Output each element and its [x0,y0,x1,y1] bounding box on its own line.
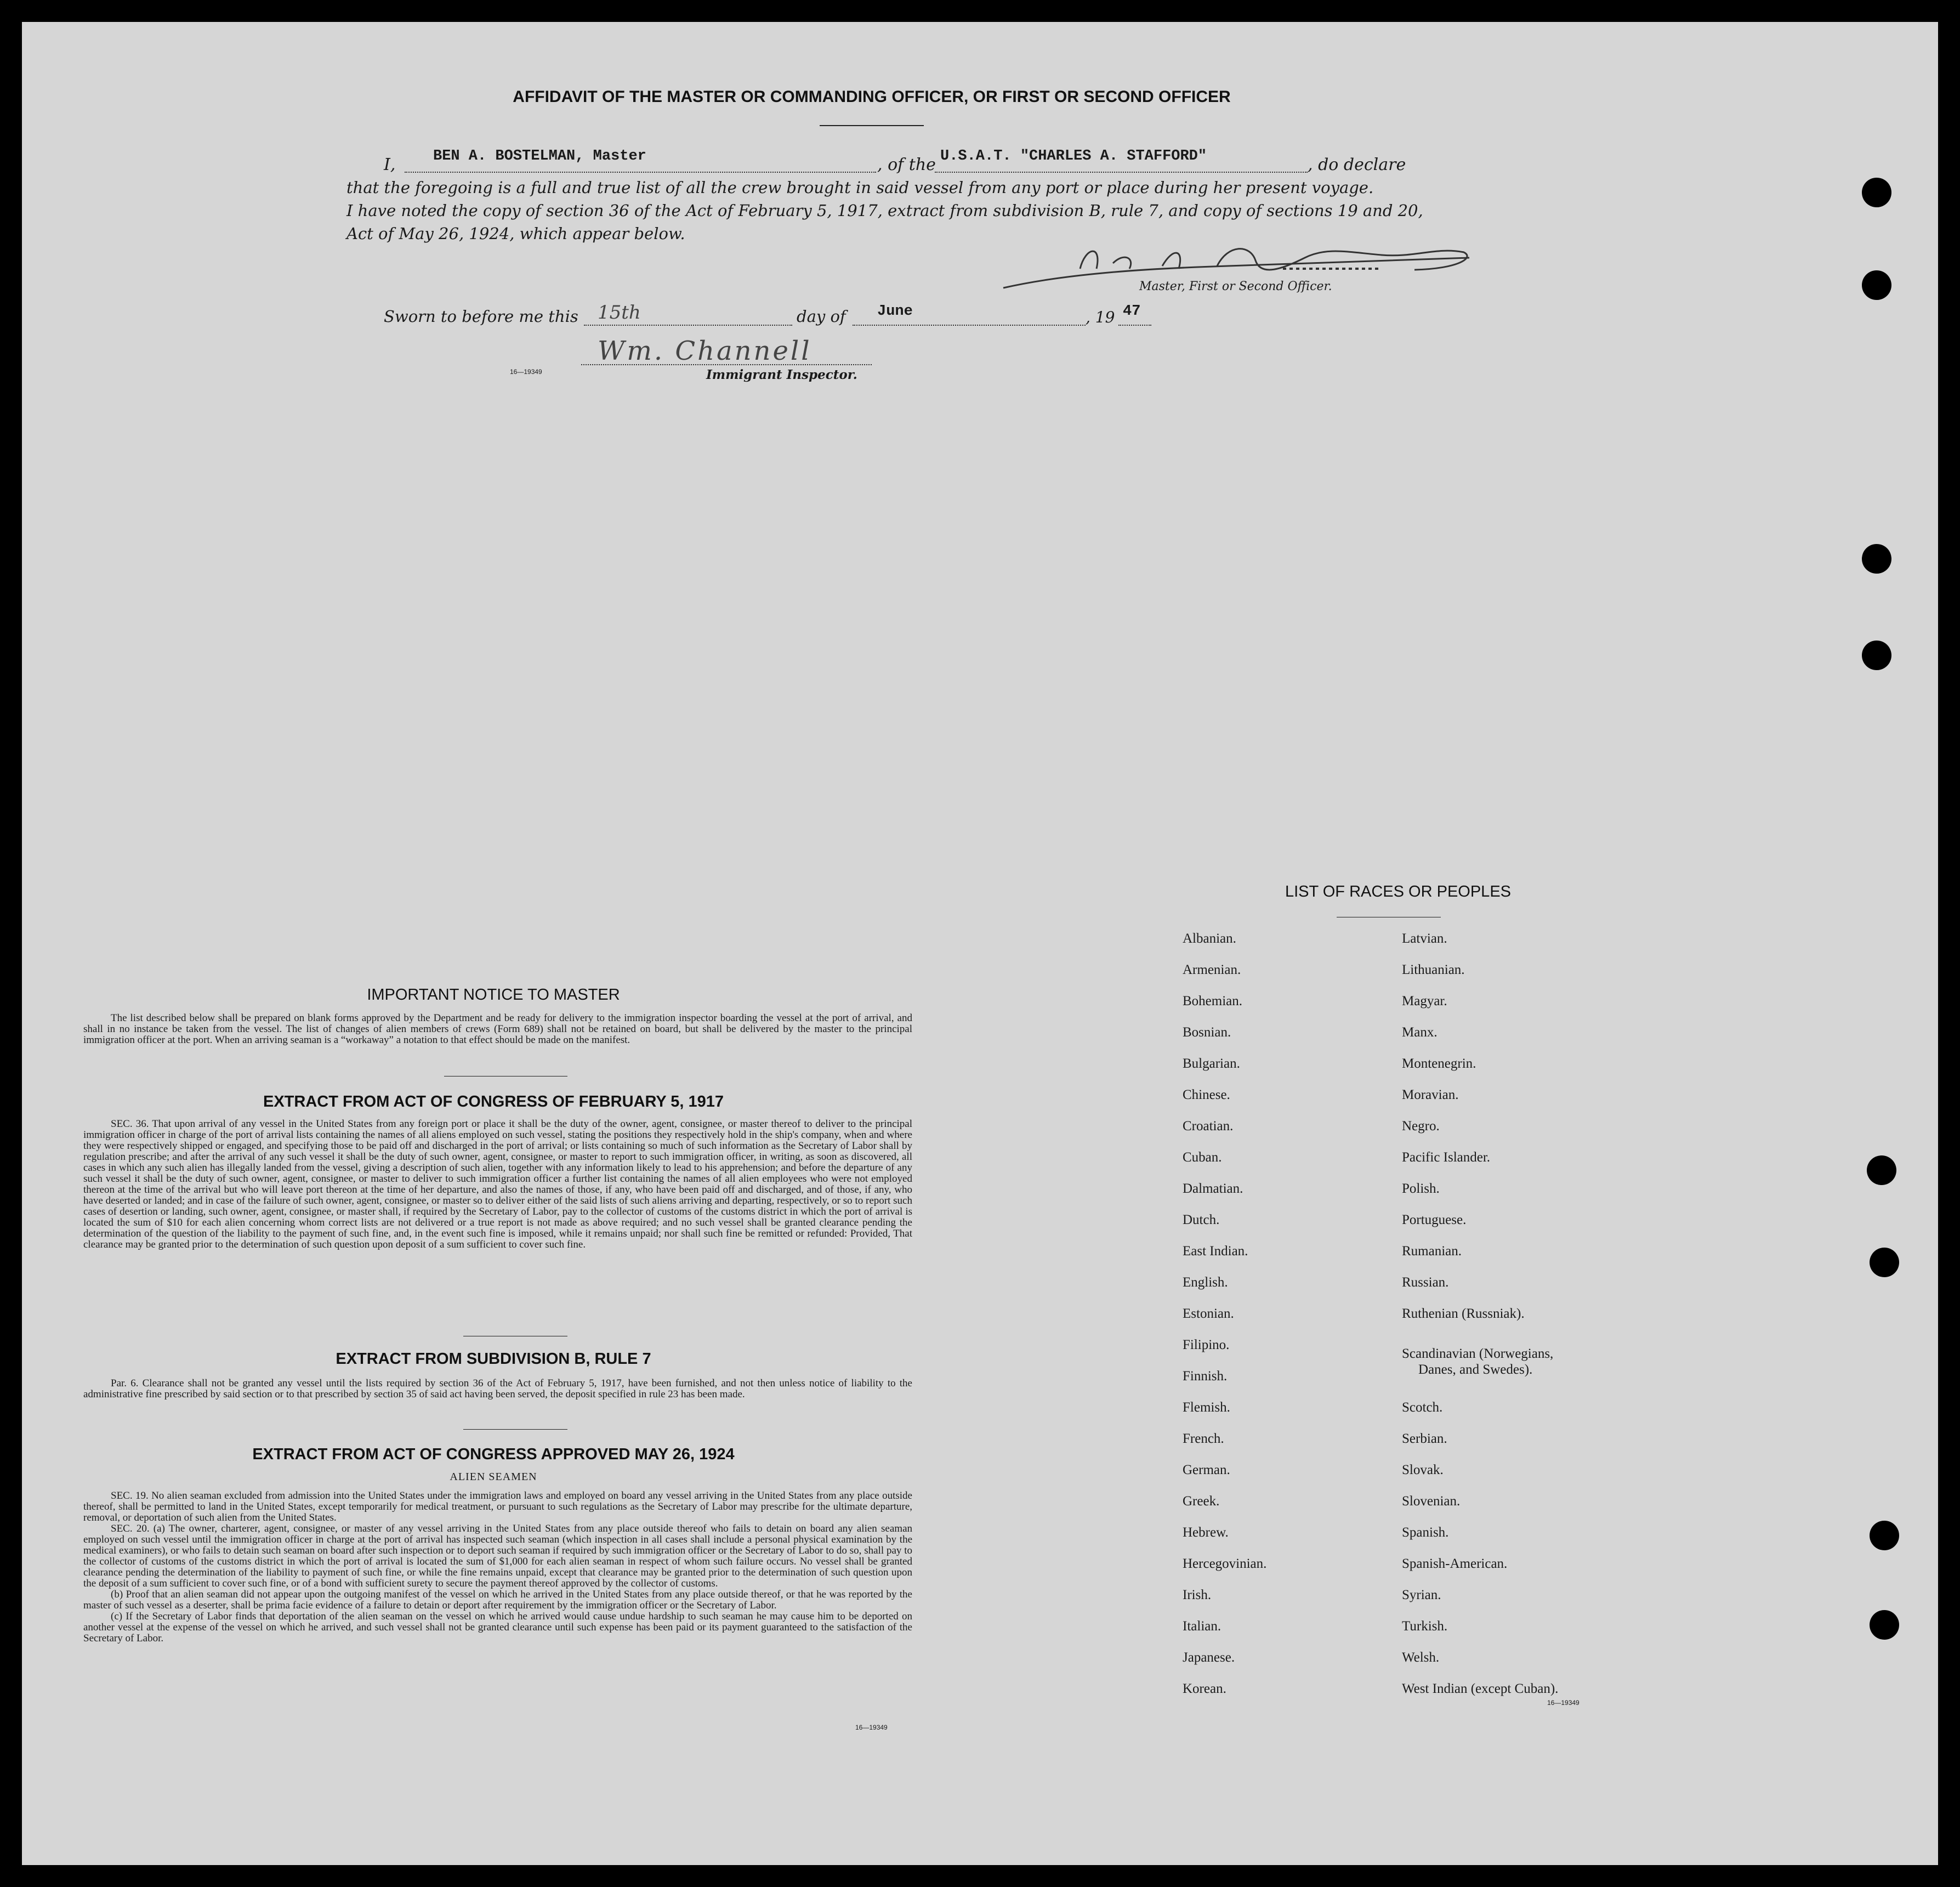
notice-paragraph: The list described below shall be prepared on blank forms approved by the Department and be ready for delivery to the immigration inspector boarding the vessel at the port of arrival, and shall in no instance be taken from the vessel. The list of changes of alien members of crews (Form 689) shall not be retained on board, but shall be delivered by the master to the principal immigration officer at the port. When an arriving seaman is a “workaway” a notation to that effect should be made on the manifest. [83,1012,912,1046]
race-item: Bohemian. [1183,994,1243,1008]
race-item: Serbian. [1402,1431,1447,1446]
affidavit-title: AFFIDAVIT OF THE MASTER OR COMMANDING OFFICER, OR FIRST OR SECOND OFFICER [513,88,1231,106]
of-the-label: , of the [877,155,936,174]
race-item: Portuguese. [1402,1212,1467,1227]
race-item: Hebrew. [1183,1525,1229,1540]
race-item: Turkish. [1402,1619,1448,1634]
punch-hole [1870,1610,1899,1640]
inspector-caption: Immigrant Inspector. [706,367,857,382]
divider [820,125,924,126]
race-item: Pacific Islander. [1402,1150,1491,1165]
section-20b-paragraph: (b) Proof that an alien seaman did not appear upon the outgoing manifest of the vessel on which he arrived in the United States from any place outside thereof, or that he was reported by the master of such vessel as a deserter, shall be prima facie evidence of a failure to detain or deport after requirement by the immigration officer or the Secretary of Labor. [83,1589,912,1611]
day-value: 15th [598,302,641,324]
race-item: Spanish-American. [1402,1556,1508,1571]
race-item: Chinese. [1183,1087,1230,1102]
race-item: Flemish. [1183,1400,1230,1415]
race-item: German. [1183,1463,1230,1477]
race-item: Magyar. [1402,994,1447,1008]
inspector-signature: Wm. Channell [598,336,812,366]
year-line [1118,325,1151,326]
divider [463,1429,567,1430]
vessel-name: U.S.A.T. "CHARLES A. STAFFORD" [940,148,1207,165]
extract-1917-title: EXTRACT FROM ACT OF CONGRESS OF FEBRUARY 5, 1917 [263,1093,724,1110]
race-item: Estonian. [1183,1306,1234,1321]
master-caption: Master, First or Second Officer. [1139,280,1332,293]
year-prefix: , 19 [1086,308,1115,326]
rule-7-title: EXTRACT FROM SUBDIVISION B, RULE 7 [336,1350,651,1368]
race-item: Syrian. [1402,1588,1441,1602]
month-line [853,325,1086,326]
race-item: Finnish. [1183,1369,1228,1384]
section-19-paragraph: SEC. 19. No alien seaman excluded from admission into the United States under the immigration laws and employed on board any vessel arriving in the United States from any place outside thereof, shall be permitted to land in the United States, except temporarily for medical treatment, or pursuant to such regulations as the Secretary of Labor may prescribe for the ultimate departure, removal, or deportation of such alien from the United States. [83,1490,912,1523]
race-item: Ruthenian (Russniak). [1402,1306,1525,1321]
form-number: 16—19349 [510,368,542,376]
day-line [584,325,792,326]
race-item: Dutch. [1183,1212,1220,1227]
i-label: I, [384,155,396,174]
race-item: Danes, and Swedes). [1418,1362,1533,1377]
inspector-line [581,364,872,365]
race-item: Slovenian. [1402,1494,1461,1509]
month-value: June [877,303,913,320]
race-item: Armenian. [1183,962,1241,977]
race-item: Filipino. [1183,1338,1230,1352]
punch-hole [1862,544,1891,574]
race-item: Manx. [1402,1025,1438,1040]
vessel-line [935,172,1308,173]
punch-hole [1862,178,1891,207]
race-item: Scotch. [1402,1400,1443,1415]
race-item: Polish. [1402,1181,1440,1196]
race-item: Hercegovinian. [1183,1556,1267,1571]
race-item: West Indian (except Cuban). [1402,1681,1559,1696]
form-number: 16—19349 [1547,1699,1580,1707]
affidavit-line-2: that the foregoing is a full and true list of all the crew brought in said vessel from any port or place during her present voyage. [346,178,1374,197]
race-item: Russian. [1402,1275,1449,1290]
race-item: Bulgarian. [1183,1056,1240,1071]
races-title: LIST OF RACES OR PEOPLES [1285,883,1512,900]
race-item: English. [1183,1275,1228,1290]
declarant-line [405,172,876,173]
extract-1924-subtitle: ALIEN SEAMEN [450,1471,537,1483]
rule-7-paragraph: Par. 6. Clearance shall not be granted any vessel until the lists required by section 36 of the Act of February 5, 1917, have been furnished, and not then unless notice of liability to the administrative fine prescribed by said section or to that prescribed by section 35 of said act having been served, the deposit specified in rule 23 has been made. [83,1378,912,1400]
day-of-label: day of [797,307,846,326]
affidavit-line-4: Act of May 26, 1924, which appear below. [346,224,685,243]
punch-hole [1867,1155,1896,1185]
punch-hole [1870,1521,1899,1550]
race-item: Welsh. [1402,1650,1440,1665]
race-item: Montenegrin. [1402,1056,1476,1071]
race-item: Spanish. [1402,1525,1449,1540]
extract-1917-text [83,1119,912,1250]
race-item: Lithuanian. [1402,962,1465,977]
declarant-name: BEN A. BOSTELMAN, Master [433,148,646,165]
race-item: Dalmatian. [1183,1181,1243,1196]
section-20c-paragraph: (c) If the Secretary of Labor finds that deportation of the alien seaman on the vessel on which he arrived would cause undue hardship to such seaman he may cause him to be deported on another vessel at the expense of the vessel on which he arrived, and such vessel shall not be granted clearance until such expense has been paid or its payment guaranteed to the satisfaction of the Secretary of Labor. [83,1611,912,1644]
punch-hole [1862,641,1891,670]
punch-hole [1870,1248,1899,1277]
do-declare-label: , do declare [1308,155,1406,174]
race-item: Cuban. [1183,1150,1222,1165]
race-item: Rumanian. [1402,1244,1462,1259]
race-item: Croatian. [1183,1119,1234,1134]
extract-1924-title: EXTRACT FROM ACT OF CONGRESS APPROVED MAY 26, 1924 [252,1446,735,1463]
rule-7-text [83,1378,912,1400]
race-item: Italian. [1183,1619,1222,1634]
notice-text [83,1013,912,1046]
races-right-column [1402,931,1676,1710]
form-number: 16—19349 [855,1724,888,1731]
race-item: Slovak. [1402,1463,1444,1477]
race-item: Japanese. [1183,1650,1235,1665]
race-item: Albanian. [1183,931,1236,946]
notice-title: IMPORTANT NOTICE TO MASTER [367,986,620,1004]
section-36-paragraph: SEC. 36. That upon arrival of any vessel in the United States from any foreign port or place it shall be the duty of the owner, agent, consignee, or master thereof to deliver to the principal immigration officer in charge of the port of arrival lists containing the names of all aliens employed on such vessel, stating the positions they respectively hold in the ship's company, when and where they were respectively shipped or engaged, and specifying those to be paid off and discharged in the port of arrival; or lists containing so much of such information as the Secretary of Labor shall by regulation prescribe; and after the arrival of any such vessel it shall be the duty of such owner, agent, consignee, or master to report to such immigration officer, in writing, as soon as discovered, all cases in which any such alien has illegally landed from the vessel, giving a description of such alien, together with any information likely to lead to his apprehension; and before the departure of any such vessel it shall be the duty of such owner, agent, consignee, or master to deliver to such immigration officer a further list containing the names of all alien employees who were not employed thereon at the time of the arrival but who will leave port thereon at the time of her departure, and also the names of those, if any, who have been paid off and discharged, and of those, if any, who have deserted or landed; and in case of the failure of such owner, agent, consignee, or master so to deliver either of the said lists of such aliens arriving and departing, respectively, or so to report such cases of desertion or landing, such owner, agent, consignee, or master shall, if required by the Secretary of Labor, pay to the collector of customs of the customs district in which the port of arrival is located the sum of $10 for each alien concerning whom correct lists are not delivered or a true report is not made as above required; and no such vessel shall be granted clearance pending the determination of the question of the liability to the payment of such fine, and, in the event such fine is imposed, while it remains unpaid; nor shall such fine be remitted or refunded: Provided, That clearance may be granted prior to the determination of such question upon deposit of a sum sufficient to cover such fine. [83,1118,912,1250]
year-value: 47 [1123,303,1141,320]
race-item: Korean. [1183,1681,1226,1696]
sworn-label: Sworn to before me this [384,307,578,326]
race-item: Irish. [1183,1588,1212,1602]
punch-hole [1862,270,1891,300]
race-item: East Indian. [1183,1244,1248,1259]
race-item: Moravian. [1402,1087,1459,1102]
race-item: Greek. [1183,1494,1220,1509]
race-item: Scandinavian (Norwegians, [1402,1346,1554,1361]
race-item: Negro. [1402,1119,1440,1134]
race-item: Latvian. [1402,931,1447,946]
affidavit-line-3: I have noted the copy of section 36 of the Act of February 5, 1917, extract from subdivision B, rule 7, and copy of sections 19 and 20, [346,201,1423,220]
extract-1924-text [83,1491,912,1644]
section-20a-paragraph: SEC. 20. (a) The owner, charterer, agent, consignee, or master of any vessel arriving in the United States from any place outside thereof who fails to detain on board any alien seaman employed on such vessel until the immigration officer in charge at the port of arrival has inspected such seaman (which inspection in all cases shall include a personal physical examination by the medical examiners), or who fails to detain such seaman on board after such inspection or to deport such seaman if required by such immigration officer or the Secretary of Labor to do so, shall pay to the collector of customs of the customs district in which the port of arrival is located the sum of $1,000 for each alien seaman in respect of whom such failure occurs. No vessel shall be granted clearance pending the determination of the liability to payment of such fine, or while the fine remains unpaid, except that clearance may be granted prior to the determination of such question upon the deposit of a sum sufficient to cover such fine, or of a bond with sufficient surety to secure the payment thereof approved by the collector of customs. [83,1523,912,1589]
race-item: Bosnian. [1183,1025,1231,1040]
races-left-column [1183,931,1402,1710]
race-item: French. [1183,1431,1224,1446]
